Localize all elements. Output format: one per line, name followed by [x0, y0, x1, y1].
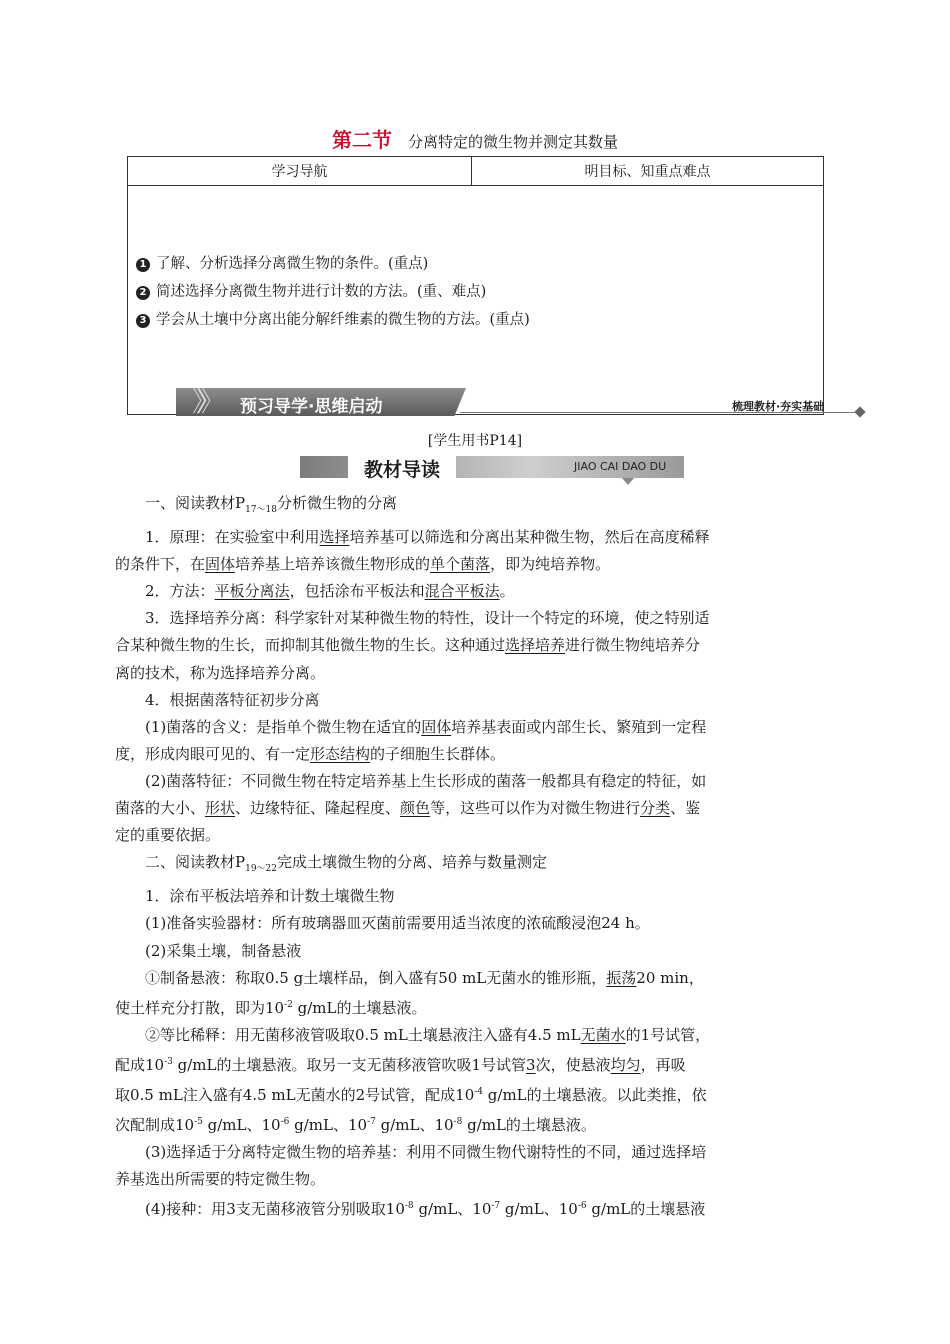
paragraph: 离的技术，称为选择培养分离。	[115, 663, 326, 682]
paragraph: 1．涂布平板法培养和计数土壤微生物	[145, 887, 395, 906]
section-number: 第二节	[331, 128, 392, 152]
main-content	[115, 490, 810, 1223]
paragraph: 配成$10^{-3}$ g/mL的土壤悬液。取另一支无菌移液管吹吸1号试管3次，使悬液均匀，再吸	[115, 1055, 686, 1074]
number-badge-icon: 2	[136, 286, 150, 300]
paragraph: 取0.5 mL注入盛有4.5 mL无菌水的2号试管，配成$10^{-4}$ g/mL的土壤悬液。以此类推，依	[115, 1085, 707, 1104]
paragraph: 养基选出所需要的特定微生物。	[115, 1170, 326, 1189]
paragraph: (1)菌落的含义：是指单个微生物在适宜的固体培养基表面或内部生长、繁殖到一定程	[145, 717, 707, 736]
paragraph: (2)菌落特征：不同微生物在特定培养基上生长形成的菌落一般都具有稳定的特征，如	[145, 771, 707, 790]
number-badge-icon: 3	[136, 314, 150, 328]
guide-right-header: 明目标、知重点难点	[472, 157, 824, 186]
paragraph: 次配制成$10^{-5}$ g/mL、$10^{-6}$ g/mL、$10^{-7}$ g/mL、$10^{-8}$ g/mL的土壤悬液。	[115, 1116, 596, 1135]
paragraph: (2)采集土壤，制备悬液	[145, 941, 302, 960]
objective-item: 2 简述选择分离微生物并进行计数的方法。(重、难点)	[136, 278, 823, 306]
paragraph: 1．原理：在实验室中利用选择培养基可以筛选和分离出某种微生物，然后在高度稀释	[145, 528, 710, 547]
paragraph: 菌落的大小、形状、边缘特征、隆起程度、颜色等，这些可以作为对微生物进行分类、鉴	[115, 799, 701, 818]
section-heading: 一、阅读教材$P_{17\sim 18}$分析微生物的分离	[145, 494, 398, 515]
section-heading: 二、阅读教材$P_{19\sim 22}$完成土壤微生物的分离、培养与数量测定	[145, 853, 548, 875]
page-title	[0, 124, 950, 153]
reading-header-title: 教材导读	[363, 459, 440, 481]
paragraph: 的条件下，在固体培养基上培养该微生物形成的单个菌落，即为纯培养物。	[115, 555, 611, 574]
paragraph: (1)准备实验器材：所有玻璃器皿灭菌前需要用适当浓度的浓硫酸浸泡24 h。	[145, 914, 650, 933]
paragraph: 定的重要依据。	[115, 826, 221, 845]
book-reference: [学生用书P14]	[427, 433, 523, 449]
objective-item: 1 了解、分析选择分离微生物的条件。(重点)	[136, 250, 823, 278]
diamond-icon	[854, 406, 865, 417]
reading-header-english: JIAO CAI DAO DU	[574, 460, 667, 473]
paragraph: (4)接种：用3支无菌移液管分别吸取$10^{-8}$ g/mL、$10^{-7}$ g/mL、$10^{-6}$ g/mL的土壤悬液	[145, 1200, 706, 1219]
guide-objectives	[128, 186, 824, 418]
paragraph: (3)选择适于分离特定微生物的培养基：利用不同微生物代谢特性的不同，通过选择培	[145, 1143, 707, 1162]
banner-right-label: 梳理教材·夯实基础	[732, 400, 825, 413]
number-badge-icon: 1	[136, 258, 150, 272]
paragraph: 2．方法：平板分离法，包括涂布平板法和混合平板法。	[145, 582, 515, 601]
paragraph: 3．选择培养分离：科学家针对某种微生物的特性，设计一个特定的环境，使之特别适	[145, 609, 710, 628]
objective-item: 3 学会从土壤中分离出能分解纤维素的微生物的方法。(重点)	[136, 306, 823, 334]
section-subtitle: 分离特定的微生物并测定其数量	[407, 133, 618, 151]
paragraph: ①制备悬液：称取0.5 g土壤样品，倒入盛有50 mL无菌水的锥形瓶，振荡20 min，	[145, 968, 704, 987]
banner-label: 预习导学·思维启动	[240, 397, 383, 417]
paragraph: 合某种微生物的生长，而抑制其他微生物的生长。这种通过选择培养进行微生物纯培养分	[115, 636, 701, 655]
study-guide-table	[127, 156, 824, 418]
paragraph: 使土样充分打散，即为$10^{-2}$ g/mL的土壤悬液。	[115, 998, 427, 1017]
paragraph: 度，形成肉眼可见的、有一定形态结构的子细胞生长群体。	[115, 744, 506, 763]
paragraph: 4．根据菌落特征初步分离	[145, 690, 320, 709]
double-chevron-icon: 》》	[192, 385, 217, 418]
guide-left-header: 学习导航	[128, 157, 472, 186]
paragraph: ②等比稀释：用无菌移液管吸取0.5 mL土壤悬液注入盛有4.5 mL无菌水的1号试管，	[145, 1025, 711, 1044]
triangle-down-icon	[622, 478, 634, 485]
